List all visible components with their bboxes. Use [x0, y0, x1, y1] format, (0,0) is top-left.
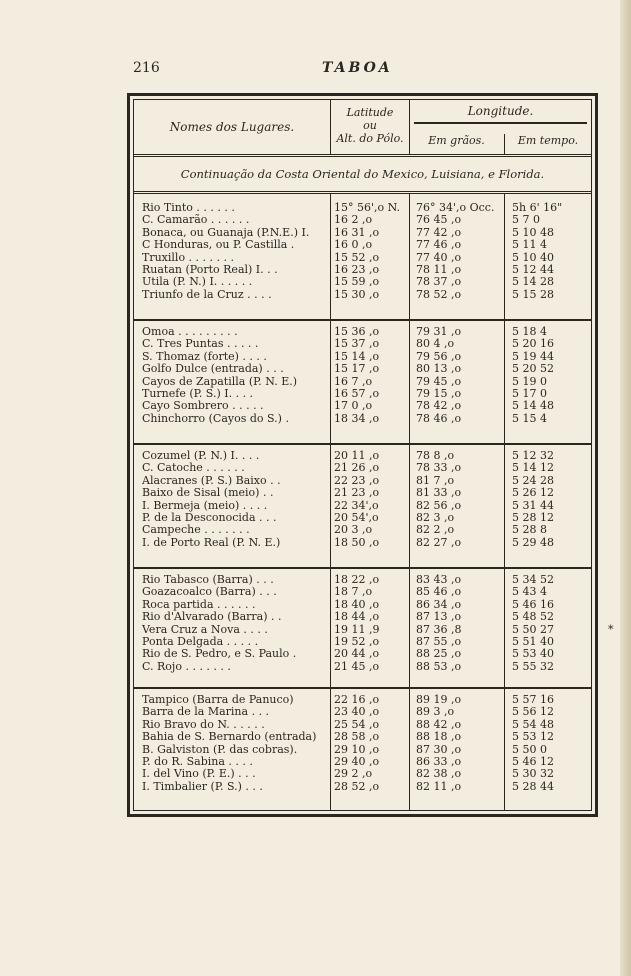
longitude-time-cell: 5 43 4: [512, 585, 547, 599]
latitude-cell: 15° 56',o N.: [334, 201, 401, 214]
table-row: [134, 475, 591, 487]
longitude-time-cell: 5 14 12: [512, 461, 554, 475]
asterisk-mark: *: [608, 622, 614, 636]
longitude-time-cell: 5 10 48: [512, 225, 554, 239]
longitude-degrees-cell: 82 56 ,o: [416, 498, 462, 512]
table-row: [134, 574, 591, 586]
longitude-degrees-cell: 76 45 ,o: [416, 213, 462, 227]
header-names: Nomes dos Lugares.: [134, 100, 331, 154]
longitude-degrees-cell: 78 11 ,o: [416, 263, 462, 276]
longitude-degrees-cell: 87 55 ,o: [416, 635, 462, 648]
table-row: [134, 252, 591, 264]
latitude-cell: 28 58 ,o: [334, 730, 380, 744]
longitude-degrees-cell: 80 13 ,o: [416, 362, 462, 376]
place-name: Alacranes (P. S.) Baixo . .: [142, 474, 281, 487]
longitude-degrees-cell: 82 27 ,o: [416, 535, 462, 549]
longitude-time-cell: 5 20 16: [512, 337, 554, 351]
longitude-time-cell: 5 46 12: [512, 755, 554, 768]
place-name: Bahia de S. Bernardo (entrada): [142, 731, 317, 744]
table-row: [134, 636, 591, 648]
longitude-degrees-cell: 83 43 ,o: [416, 573, 462, 586]
place-name: C. Camarão . . . . . .: [142, 214, 250, 227]
longitude-time-cell: 5 20 52: [512, 362, 554, 376]
longitude-degrees-cell: 82 38 ,o: [416, 767, 462, 781]
longitude-time-cell: 5 10 40: [512, 250, 554, 264]
longitude-time-cell: 5 56 12: [512, 705, 554, 719]
latitude-cell: 18 22 ,o: [334, 573, 380, 586]
longitude-time-cell: 5 12 44: [512, 263, 554, 276]
table-row: [134, 363, 591, 375]
place-name: Rio Tabasco (Barra) . . .: [142, 574, 274, 586]
longitude-degrees-cell: 77 46 ,o: [416, 238, 462, 252]
section-title: Continuação da Costa Oriental do Mexico, Luisiana, e Florida.: [134, 157, 591, 194]
latitude-cell: 29 10 ,o: [334, 742, 380, 756]
place-name: C. Catoche . . . . . .: [142, 462, 245, 475]
longitude-degrees-cell: 86 34 ,o: [416, 597, 462, 611]
table-row: [134, 719, 591, 731]
longitude-time-cell: 5h 6' 16": [512, 201, 563, 214]
place-name: Cayo Sombrero . . . . .: [142, 400, 264, 413]
place-name: Baixo de Sisal (meio) . .: [142, 487, 274, 500]
place-name: I. Timbalier (P. S.) . . .: [142, 780, 263, 793]
place-name: Golfo Dulce (entrada) . . .: [142, 363, 284, 376]
header-lon-time: Em tempo.: [504, 134, 591, 154]
longitude-degrees-cell: 78 52 ,o: [416, 287, 462, 301]
longitude-degrees-cell: 88 42 ,o: [416, 717, 462, 731]
longitude-time-cell: 5 15 4: [512, 411, 547, 425]
longitude-degrees-cell: 80 4 ,o: [416, 337, 455, 351]
table-row: [134, 537, 591, 549]
place-name: I. de Porto Real (P. N. E.): [142, 536, 281, 549]
longitude-time-cell: 5 50 27: [512, 622, 554, 636]
table-row: [134, 326, 591, 338]
longitude-time-cell: 5 54 48: [512, 717, 554, 731]
longitude-time-cell: 5 34 52: [512, 573, 554, 586]
place-name: Utila (P. N.) I. . . . . .: [142, 276, 253, 289]
longitude-time-cell: 5 19 0: [512, 374, 547, 388]
page-edge: [620, 0, 631, 976]
longitude-degrees-cell: 78 42 ,o: [416, 399, 462, 413]
table-body: [134, 194, 614, 810]
place-name: Turnefe (P. S.) I. . . .: [142, 388, 254, 400]
latitude-cell: 15 37 ,o: [334, 337, 380, 351]
group-separator: [134, 687, 591, 689]
table-row: [134, 611, 591, 623]
longitude-degrees-cell: 87 13 ,o: [416, 610, 462, 624]
latitude-cell: 17 0 ,o: [334, 399, 373, 413]
place-name: Tampico (Barra de Panuco): [142, 694, 294, 706]
place-name: Rio Tinto . . . . . .: [142, 202, 235, 214]
latitude-cell: 15 36 ,o: [334, 325, 380, 338]
latitude-cell: 20 3 ,o: [334, 523, 373, 537]
table-row: [134, 214, 591, 226]
latitude-cell: 18 44 ,o: [334, 610, 380, 624]
longitude-degrees-cell: 78 33 ,o: [416, 461, 462, 475]
latitude-cell: 22 16 ,o: [334, 693, 380, 706]
latitude-cell: 18 7 ,o: [334, 585, 373, 599]
longitude-time-cell: 5 18 4: [512, 325, 547, 338]
header-longitude: [410, 100, 591, 154]
table-row: [134, 706, 591, 718]
table-row: [134, 487, 591, 499]
header-lon-degrees: Em grãos.: [428, 134, 485, 147]
longitude-degrees-cell: 78 46 ,o: [416, 411, 462, 425]
longitude-time-cell: 5 53 40: [512, 647, 554, 661]
table-row: [134, 524, 591, 536]
table-row: [134, 694, 591, 706]
place-name: Vera Cruz a Nova . . . .: [142, 623, 268, 636]
longitude-time-cell: 5 53 12: [512, 730, 554, 744]
latitude-cell: 19 52 ,o: [334, 635, 380, 648]
place-name: B. Galviston (P. das cobras).: [142, 743, 298, 756]
latitude-cell: 29 40 ,o: [334, 755, 380, 768]
latitude-cell: 15 14 ,o: [334, 349, 380, 363]
table-row: [134, 661, 591, 673]
table-row: [134, 338, 591, 350]
longitude-degrees-cell: 77 42 ,o: [416, 225, 462, 239]
latitude-cell: 23 40 ,o: [334, 705, 380, 719]
latitude-cell: 16 31 ,o: [334, 225, 380, 239]
latitude-cell: 21 23 ,o: [334, 486, 380, 500]
place-name: S. Thomaz (forte) . . . .: [142, 350, 267, 363]
table-row: [134, 648, 591, 660]
place-name: Rio Bravo do N. . . . . .: [142, 718, 265, 731]
longitude-time-cell: 5 28 12: [512, 511, 554, 524]
longitude-time-cell: 5 30 32: [512, 767, 554, 781]
longitude-time-cell: 5 46 16: [512, 597, 554, 611]
latitude-cell: 15 52 ,o: [334, 250, 380, 264]
latitude-cell: 15 17 ,o: [334, 362, 380, 376]
longitude-time-cell: 5 48 52: [512, 610, 554, 624]
longitude-time-cell: 5 11 4: [512, 238, 547, 252]
latitude-cell: 28 52 ,o: [334, 779, 380, 793]
latitude-cell: 20 54',o: [334, 511, 379, 524]
header-lat-line2: ou: [363, 119, 377, 132]
table-row: [134, 202, 591, 214]
brace-divider: [414, 122, 587, 130]
place-name: Goazacoalco (Barra) . . .: [142, 586, 277, 599]
table-row: [134, 500, 591, 512]
page-number: 216: [133, 60, 160, 76]
table-row: [134, 376, 591, 388]
place-name: Omoa . . . . . . . . .: [142, 326, 238, 338]
table-row: [134, 731, 591, 743]
longitude-time-cell: 5 28 44: [512, 779, 554, 793]
table-row: [134, 756, 591, 768]
longitude-time-cell: 5 24 28: [512, 473, 554, 487]
longitude-degrees-cell: 81 33 ,o: [416, 486, 462, 500]
longitude-degrees-cell: 88 53 ,o: [416, 659, 462, 673]
place-name: C Honduras, ou P. Castilla .: [142, 239, 295, 252]
longitude-degrees-cell: 82 11 ,o: [416, 779, 462, 793]
header-lat-line3: Alt. do Pólo.: [336, 132, 404, 145]
longitude-time-cell: 5 17 0: [512, 387, 547, 400]
place-name: Ponta Delgada . . . . .: [142, 636, 259, 648]
longitude-degrees-cell: 82 2 ,o: [416, 523, 455, 537]
longitude-degrees-cell: 89 3 ,o: [416, 705, 455, 719]
latitude-cell: 16 7 ,o: [334, 374, 373, 388]
place-name: I. Bermeja (meio) . . . .: [142, 499, 268, 512]
table-row: [134, 450, 591, 462]
longitude-degrees-cell: 76° 34',o Occ.: [416, 201, 495, 214]
table-row: [134, 351, 591, 363]
place-name: C. Rojo . . . . . . .: [142, 660, 231, 673]
longitude-time-cell: 5 14 48: [512, 399, 554, 413]
group-separator: [134, 443, 591, 445]
latitude-cell: 21 26 ,o: [334, 461, 380, 475]
latitude-cell: 18 50 ,o: [334, 535, 380, 549]
longitude-degrees-cell: 81 7 ,o: [416, 473, 455, 487]
place-name: Truxillo . . . . . . .: [142, 251, 235, 264]
header-lat-line1: Latitude: [346, 106, 394, 119]
place-name: Roca partida . . . . . .: [142, 598, 256, 611]
table-row: [134, 781, 591, 793]
table-row: [134, 400, 591, 412]
table-header: [134, 100, 591, 157]
longitude-degrees-cell: 87 36 ,8: [416, 622, 462, 636]
table-row: [134, 239, 591, 251]
place-name: Chinchorro (Cayos do S.) .: [142, 412, 289, 425]
longitude-time-cell: 5 50 0: [512, 742, 547, 756]
place-name: P. de la Desconocida . . .: [142, 512, 277, 524]
place-name: Ruatan (Porto Real) I. . .: [142, 264, 278, 276]
longitude-time-cell: 5 31 44: [512, 498, 554, 512]
longitude-degrees-cell: 78 8 ,o: [416, 449, 455, 462]
longitude-degrees-cell: 79 56 ,o: [416, 349, 462, 363]
table-row: [134, 276, 591, 288]
longitude-degrees-cell: 86 33 ,o: [416, 755, 462, 768]
header-lon-title: Longitude.: [467, 104, 534, 118]
latitude-cell: 18 40 ,o: [334, 597, 380, 611]
longitude-degrees-cell: 88 25 ,o: [416, 647, 462, 661]
latitude-cell: 16 2 ,o: [334, 213, 373, 227]
place-name: Rio d'Alvarado (Barra) . .: [142, 611, 282, 624]
longitude-degrees-cell: 79 15 ,o: [416, 387, 462, 400]
place-name: P. do R. Sabina . . . .: [142, 756, 253, 768]
table-row: [134, 227, 591, 239]
running-head: TABOA: [322, 60, 393, 76]
place-name: Rio de S. Pedro, e S. Paulo .: [142, 648, 297, 661]
place-name: Barra de la Marina . . .: [142, 706, 270, 719]
latitude-cell: 29 2 ,o: [334, 767, 373, 781]
table-row: [134, 744, 591, 756]
longitude-time-cell: 5 26 12: [512, 486, 554, 500]
longitude-degrees-cell: 87 30 ,o: [416, 742, 462, 756]
group-separator: [134, 567, 591, 569]
latitude-cell: 20 11 ,o: [334, 449, 380, 462]
longitude-time-cell: 5 14 28: [512, 275, 554, 289]
table-row: [134, 388, 591, 400]
longitude-time-cell: 5 15 28: [512, 287, 554, 301]
group-separator: [134, 319, 591, 321]
longitude-degrees-cell: 77 40 ,o: [416, 250, 462, 264]
latitude-cell: 15 59 ,o: [334, 275, 380, 289]
longitude-time-cell: 5 55 32: [512, 659, 554, 673]
latitude-cell: 18 34 ,o: [334, 411, 380, 425]
header-latitude: [331, 100, 410, 154]
latitude-cell: 16 57 ,o: [334, 387, 380, 400]
table-row: [134, 264, 591, 276]
longitude-degrees-cell: 79 31 ,o: [416, 325, 462, 338]
longitude-time-cell: 5 29 48: [512, 535, 554, 549]
longitude-time-cell: 5 7 0: [512, 213, 540, 227]
table-row: [134, 289, 591, 301]
latitude-cell: 16 23 ,o: [334, 263, 380, 276]
place-name: C. Tres Puntas . . . . .: [142, 338, 259, 351]
longitude-degrees-cell: 79 45 ,o: [416, 374, 462, 388]
latitude-cell: 15 30 ,o: [334, 287, 380, 301]
latitude-cell: 22 34',o: [334, 498, 379, 512]
longitude-time-cell: 5 57 16: [512, 693, 554, 706]
longitude-degrees-cell: 89 19 ,o: [416, 693, 462, 706]
place-name: Cozumel (P. N.) I. . . .: [142, 450, 260, 462]
latitude-cell: 25 54 ,o: [334, 717, 380, 731]
place-name: Triunfo de la Cruz . . . .: [142, 288, 272, 301]
latitude-cell: 21 45 ,o: [334, 659, 380, 673]
latitude-cell: 22 23 ,o: [334, 473, 380, 487]
longitude-degrees-cell: 85 46 ,o: [416, 585, 462, 599]
table-row: [134, 462, 591, 474]
longitude-degrees-cell: 78 37 ,o: [416, 275, 462, 289]
latitude-cell: 16 0 ,o: [334, 238, 373, 252]
coordinates-table: [127, 93, 614, 817]
place-name: I. del Vino (P. E.) . . .: [142, 768, 256, 781]
place-name: Bonaca, ou Guanaja (P.N.E.) I.: [142, 226, 310, 239]
latitude-cell: 20 44 ,o: [334, 647, 380, 661]
table-row: [134, 586, 591, 598]
longitude-degrees-cell: 82 3 ,o: [416, 511, 455, 524]
table-row: [134, 622, 614, 636]
table-row: [134, 413, 591, 425]
longitude-time-cell: 5 12 32: [512, 449, 554, 462]
place-name: Cayos de Zapatilla (P. N. E.): [142, 375, 298, 388]
table-row: [134, 599, 591, 611]
place-name: Campeche . . . . . . .: [142, 524, 250, 537]
table-row: [134, 768, 591, 780]
longitude-time-cell: 5 51 40: [512, 635, 554, 648]
latitude-cell: 19 11 ,9: [334, 622, 380, 636]
longitude-time-cell: 5 19 44: [512, 349, 554, 363]
table-row: [134, 512, 591, 524]
longitude-degrees-cell: 88 18 ,o: [416, 730, 462, 744]
longitude-time-cell: 5 28 8: [512, 523, 547, 537]
